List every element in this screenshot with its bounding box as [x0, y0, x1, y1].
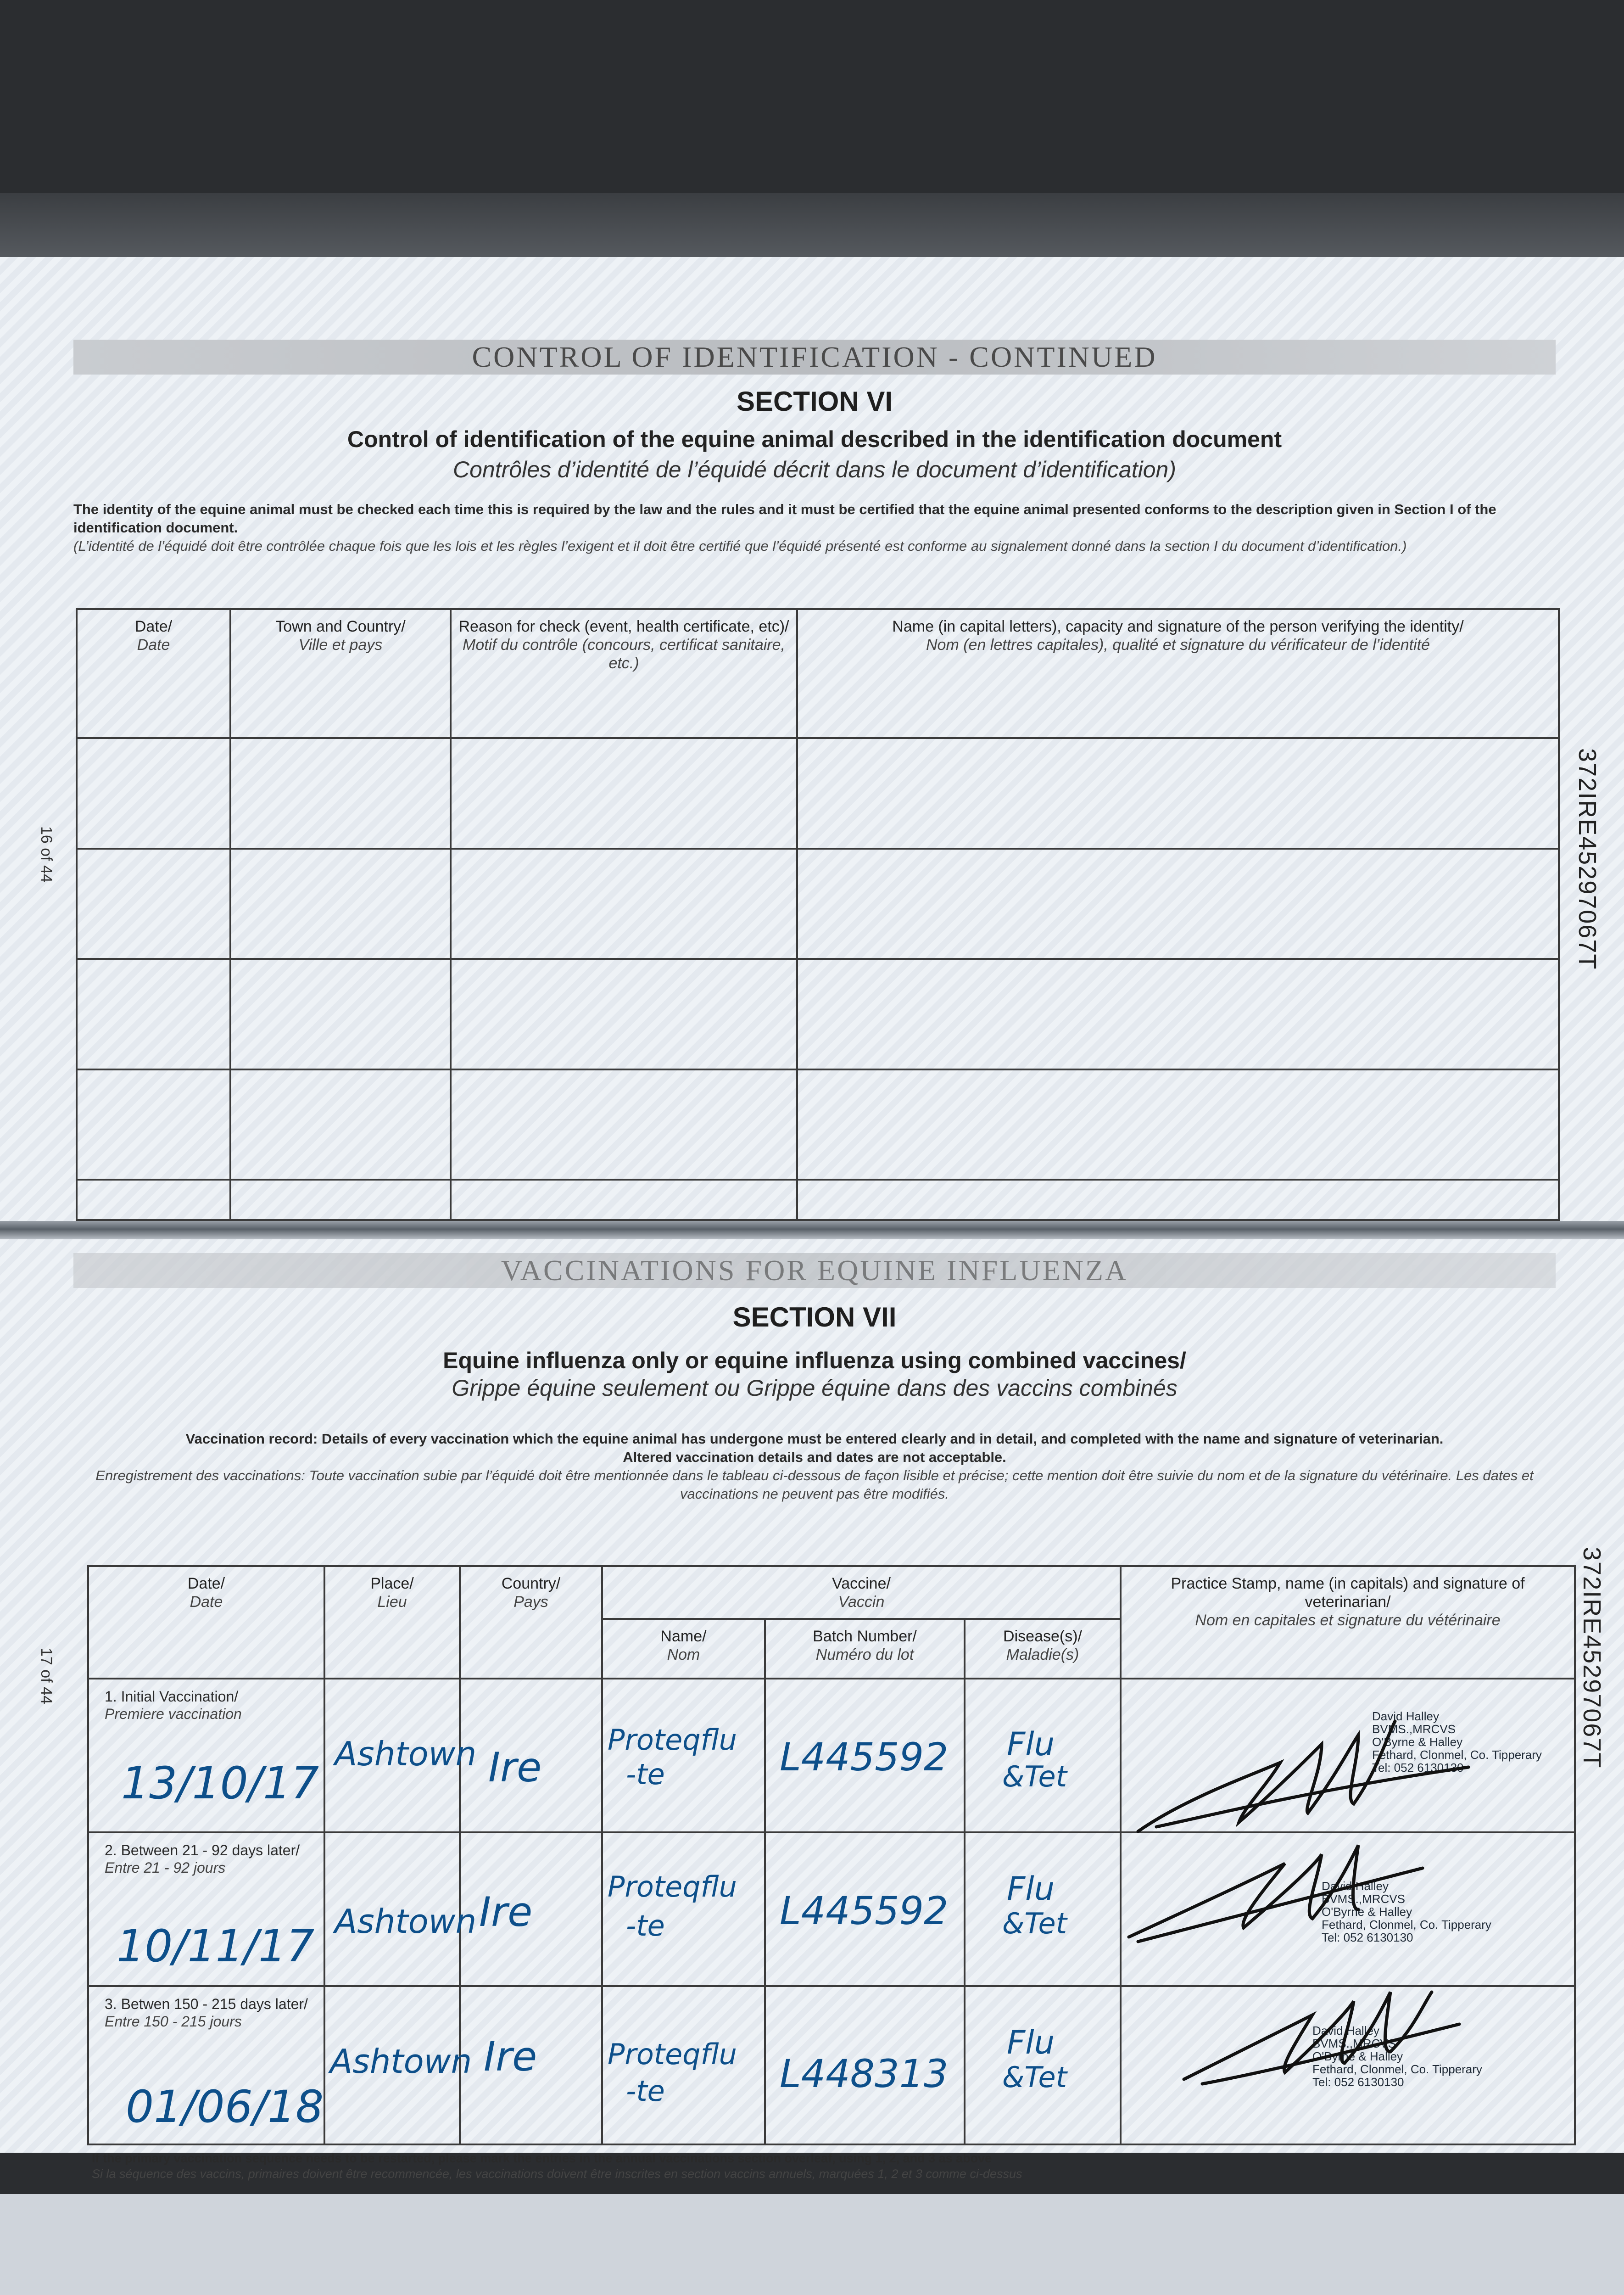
section6-note	[73, 500, 1556, 555]
col-reason: Reason for check (event, health certificate, etc)/ Motif du contrôle (concours, certificat sanitaire, etc.)	[451, 609, 797, 738]
page-number-17: 17 of 44	[38, 1648, 55, 1704]
row3-place: Ashtown	[330, 2042, 472, 2081]
vet-stamp-3: David Halley BVMS.,MRCVS O'Byrne & Halley Fethard, Clonmel, Co. Tipperary Tel: 052 6130130	[1312, 2024, 1482, 2089]
row2-place: Ashtown	[335, 1902, 477, 1941]
row3-date: 01/06/18	[126, 2081, 324, 2133]
booklet-cover-edge	[0, 193, 1624, 257]
table-row	[77, 959, 1559, 1069]
row3-label-en: 3. Betwen 150 - 215 days later/	[105, 1996, 308, 2012]
vaccination-header-row-1	[88, 1566, 1575, 1619]
col-vacc-country: Country/ Pays	[460, 1566, 602, 1679]
side-id-code-top: 372IRE45297067T	[1574, 748, 1601, 970]
col-vaccine-group: Vaccine/ Vaccin	[602, 1566, 1121, 1619]
row2-label-fr: Entre 21 - 92 jours	[105, 1859, 226, 1876]
col-vacc-date: Date/ Date	[88, 1566, 324, 1679]
identity-check-header-row	[77, 609, 1559, 738]
footnote	[92, 2150, 1560, 2182]
row2-vaccine-name-1: Proteqflu	[608, 1870, 737, 1903]
row2-label-en: 2. Between 21 - 92 days later/	[105, 1842, 300, 1858]
row1-place: Ashtown	[335, 1735, 477, 1773]
row2-batch: L445592	[780, 1888, 949, 1933]
table-row	[77, 849, 1559, 959]
section7-banner: VACCINATIONS FOR EQUINE INFLUENZA	[73, 1253, 1556, 1288]
section6-heading: SECTION VI	[736, 386, 893, 417]
vet-stamp-1: David Halley BVMS.,MRCVS O'Byrne & Halley Fethard, Clonmel, Co. Tipperary Tel: 052 6130130	[1372, 1709, 1542, 1774]
section6-note-fr: (L’identité de l’équidé doit être contrôlée chaque fois que les lois et les règles l’exigent et il doit être certifié que l’équidé présenté est conforme au signalement donné dans la section I du document d’identification.)	[73, 538, 1407, 554]
col-vacc-place: Place/ Lieu	[324, 1566, 460, 1679]
table-row	[77, 1069, 1559, 1180]
row2-disease-1: Flu	[1007, 1870, 1055, 1908]
section7-subtitle-en: Equine influenza only or equine influenza using combined vaccines/	[443, 1348, 1186, 1373]
section7-heading: SECTION VII	[732, 1302, 897, 1332]
row3-vaccine-name-1: Proteqflu	[608, 2038, 737, 2071]
row2-country: Ire	[479, 1888, 533, 1936]
col-verifier: Name (in capital letters), capacity and signature of the person verifying the identity/ Nom (en lettres capitales), qualité et signature du vérificateur de l’identité	[797, 609, 1559, 738]
row1-label-en: 1. Initial Vaccination/	[105, 1688, 239, 1705]
vet-signature-1	[1129, 1707, 1478, 1845]
col-disease: Disease(s)/ Maladie(s)	[965, 1619, 1121, 1679]
row1-date: 13/10/17	[121, 1758, 319, 1809]
page-number-16: 16 of 44	[38, 826, 55, 883]
row1-disease-1: Flu	[1007, 1725, 1055, 1763]
section6-banner: CONTROL OF IDENTIFICATION - CONTINUED	[73, 340, 1556, 375]
row1-country: Ire	[488, 1744, 542, 1791]
table-row	[77, 738, 1559, 848]
booklet-spine	[0, 1221, 1624, 1239]
col-town-country: Town and Country/ Ville et pays	[230, 609, 451, 738]
row3-label-fr: Entre 150 - 215 jours	[105, 2013, 242, 2030]
vaccination-record-note	[73, 1430, 1556, 1503]
row1-batch: L445592	[780, 1735, 949, 1780]
section6-subtitle-fr: Contrôles d’identité de l’équidé décrit dans le document d’identification)	[453, 457, 1176, 482]
row3-batch: L448313	[780, 2051, 949, 2096]
row2-date: 10/11/17	[117, 1920, 315, 1972]
row3-vaccine-name-2: -te	[626, 2074, 665, 2108]
row1-label-fr: Premiere vaccination	[105, 1706, 242, 1722]
row1-vaccine-name-1: Proteqflu	[608, 1723, 737, 1757]
row1-disease-2: &Tet	[1002, 1760, 1067, 1793]
row3-disease-2: &Tet	[1002, 2060, 1067, 2094]
footnote-en: If the primary vaccination sequence needs to be restarted, please mark the entries in the annual vaccinations section overleaf, using 1, 2, and 3 as above	[92, 2151, 992, 2165]
vet-signature-3	[1175, 1974, 1468, 2093]
booklet-bottom-edge	[0, 2194, 1624, 2295]
row1-vaccine-name-2: -te	[626, 1758, 665, 1791]
record-note-en-2: Altered vaccination details and dates are not acceptable.	[623, 1449, 1006, 1465]
section6-note-en: The identity of the equine animal must be checked each time this is required by the law and the rules and it must be certified that the equine animal presented conforms to the description given in Section I of the identification document.	[73, 501, 1496, 536]
section7-subtitle-fr: Grippe équine seulement ou Grippe équine dans des vaccins combinés	[452, 1375, 1178, 1401]
vet-signature-2	[1120, 1831, 1432, 1951]
footnote-fr: Si la séquence des vaccins, primaires doivent être recommencée, les vaccinations doivent être inscrites en section vaccins annuels, marquées 1, 2 et 3 comme ci-dessus	[92, 2167, 1022, 2181]
side-id-code-bottom: 372IRE45297067T	[1578, 1547, 1606, 1769]
row3-disease-1: Flu	[1007, 2024, 1055, 2061]
col-vaccine-name: Name/ Nom	[602, 1619, 765, 1679]
col-practice-stamp: Practice Stamp, name (in capitals) and signature of veterinarian/ Nom en capitales et signature du vétérinaire	[1121, 1566, 1575, 1679]
record-note-en-1: Vaccination record: Details of every vaccination which the equine animal has undergone must be entered clearly and in detail, and completed with the name and signature of veterinarian.	[185, 1431, 1444, 1447]
row3-country: Ire	[484, 2033, 537, 2080]
row2-vaccine-name-2: -te	[626, 1909, 665, 1942]
identity-check-table	[76, 608, 1560, 1221]
col-date: Date/ Date	[77, 609, 230, 738]
col-batch-number: Batch Number/ Numéro du lot	[765, 1619, 965, 1679]
row2-disease-2: &Tet	[1002, 1907, 1067, 1940]
table-row	[77, 1180, 1559, 1220]
section6-subtitle-en: Control of identification of the equine animal described in the identification document	[347, 426, 1282, 452]
vet-stamp-2: David Halley BVMS.,MRCVS O'Byrne & Halley Fethard, Clonmel, Co. Tipperary Tel: 052 6130130	[1322, 1879, 1491, 1944]
record-note-fr: Enregistrement des vaccinations: Toute vaccination subie par l’équidé doit être mentionnée dans le tableau ci-dessous de façon lisible et précise; cette mention doit être suivie du nom et de la signature du vétérinaire. Les dates et vaccinations ne peuvent pas être modifiés.	[95, 1467, 1534, 1502]
